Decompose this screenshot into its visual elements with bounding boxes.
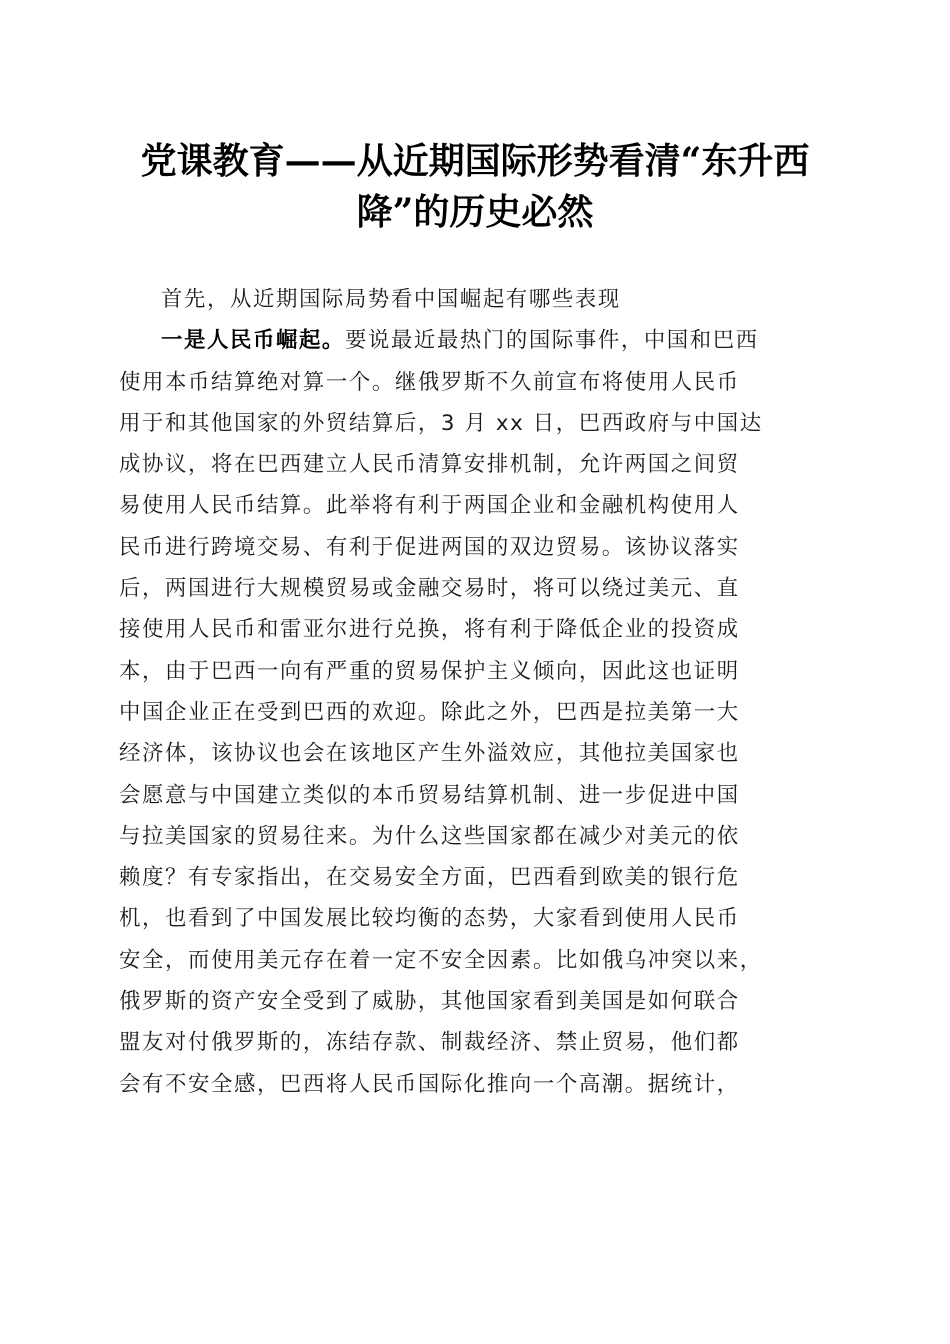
- paragraph-line: 俄罗斯的资产安全受到了威胁，其他国家看到美国是如何联合: [119, 989, 740, 1015]
- paragraph-line: 民币进行跨境交易、有利于促进两国的双边贸易。该协议落实: [119, 534, 740, 560]
- paragraph-line: 接使用人民币和雷亚尔进行兑换，将有利于降低企业的投资成: [119, 617, 740, 643]
- paragraph-first-line-text: 要说最近最热门的国际事件，中国和巴西: [344, 328, 759, 354]
- document-body: [119, 279, 835, 1105]
- title-line-1: 党课教育——从近期国际形势看清“东升西: [140, 140, 810, 182]
- paragraph-lead-bold: 一是人民币崛起。: [161, 328, 345, 354]
- paragraph-line: 易使用人民币结算。此举将有利于两国企业和金融机构使用人: [119, 493, 740, 519]
- paragraph-line: 成协议，将在巴西建立人民币清算安排机制，允许两国之间贸: [119, 452, 740, 478]
- paragraph-line: 使用本币结算绝对算一个。继俄罗斯不久前宣布将使用人民币: [119, 369, 740, 395]
- paragraph-line: 会有不安全感，巴西将人民币国际化推向一个高潮。据统计，: [119, 1071, 740, 1097]
- paragraph-line: 盟友对付俄罗斯的，冻结存款、制裁经济、禁止贸易，他们都: [119, 1030, 740, 1056]
- paragraph-line: 经济体，该协议也会在该地区产生外溢效应，其他拉美国家也: [119, 741, 740, 767]
- paragraph-line: 后，两国进行大规模贸易或金融交易时，将可以绕过美元、直: [119, 576, 740, 602]
- paragraph-line: 会愿意与中国建立类似的本币贸易结算机制、进一步促进中国: [119, 782, 740, 808]
- section-heading: 首先，从近期国际局势看中国崛起有哪些表现: [161, 287, 621, 312]
- title-line-2: 降”的历史必然: [356, 191, 594, 233]
- paragraph-line: 赖度？有专家指出，在交易安全方面，巴西看到欧美的银行危: [119, 865, 740, 891]
- paragraph-line: 用于和其他国家的外贸结算后，3 月 xx 日，巴西政府与中国达: [119, 410, 763, 436]
- document-title: [100, 136, 850, 238]
- paragraph-line: 中国企业正在受到巴西的欢迎。除此之外，巴西是拉美第一大: [119, 699, 740, 725]
- paragraph-line: 与拉美国家的贸易往来。为什么这些国家都在减少对美元的依: [119, 823, 740, 849]
- paragraph-line: 安全，而使用美元存在着一定不安全因素。比如俄乌冲突以来，: [119, 947, 763, 973]
- paragraph-first-line: [119, 320, 835, 361]
- paragraph-line: 本，由于巴西一向有严重的贸易保护主义倾向，因此这也证明: [119, 658, 740, 684]
- paragraph-line: 机，也看到了中国发展比较均衡的态势，大家看到使用人民币: [119, 906, 740, 932]
